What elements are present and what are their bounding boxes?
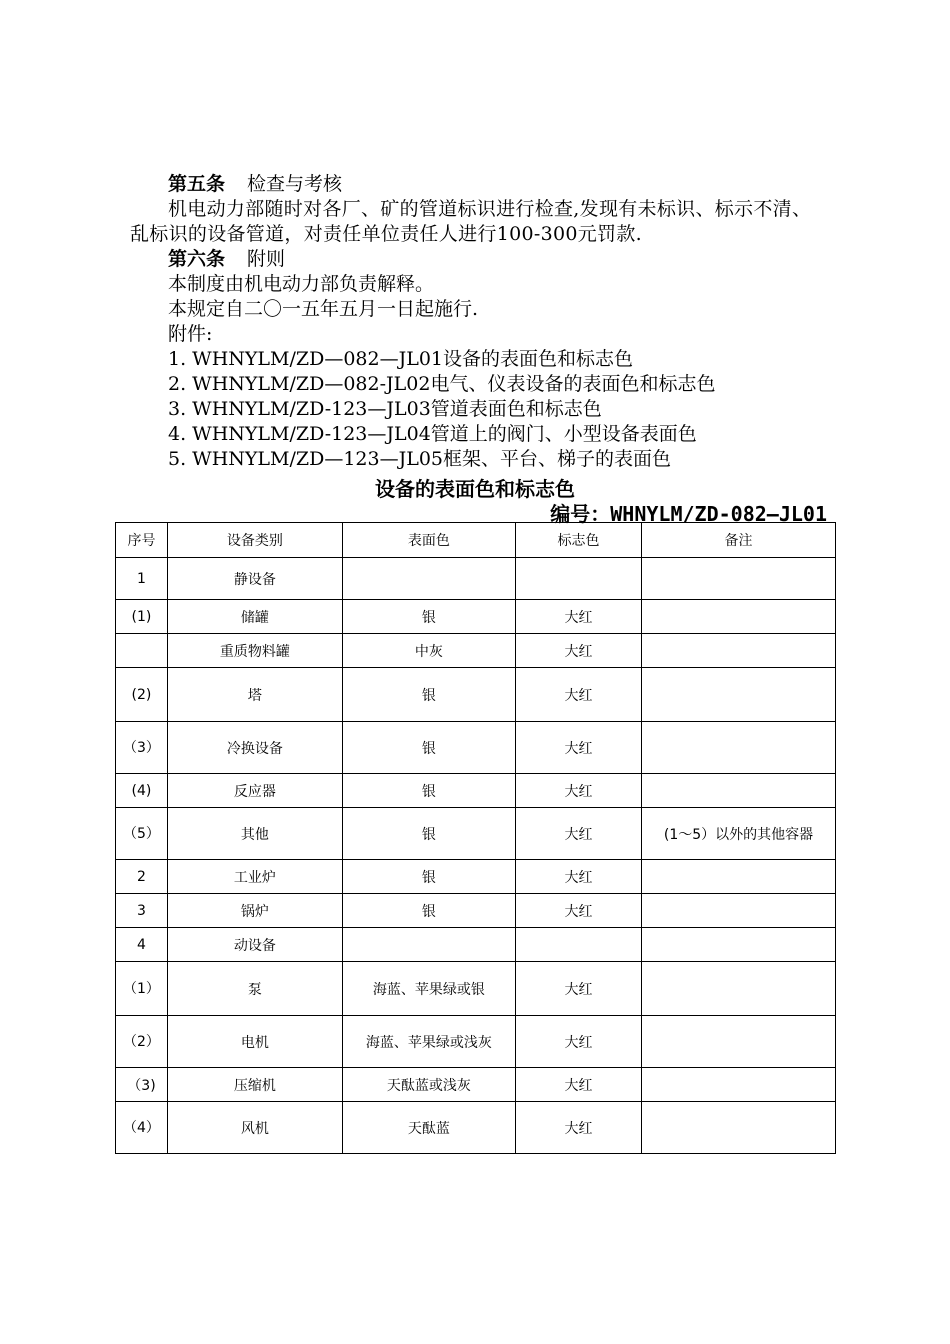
cell-remark: [642, 634, 836, 668]
cell-remark: [642, 722, 836, 774]
cell-category: 冷换设备: [167, 722, 342, 774]
article5-body: 机电动力部随时对各厂、矿的管道标识进行检查,发现有未标识、标示不清、乱标识的设备管道，对责任单位责任人进行100-300元罚款.: [130, 198, 812, 245]
cell-index: (4): [116, 774, 168, 808]
cell-surface-color: 银: [342, 774, 515, 808]
attachment-item: 3. WHNYLM/ZD-123—JL03管道表面色和标志色: [168, 398, 602, 420]
cell-remark: [642, 558, 836, 600]
table-row: [116, 668, 836, 722]
cell-index: [116, 634, 168, 668]
cell-category: 储罐: [167, 600, 342, 634]
table-row: [116, 808, 836, 860]
article6-heading: [130, 247, 830, 272]
header-cell: 序号: [116, 523, 168, 558]
cell-remark: [642, 600, 836, 634]
cell-index: 2: [116, 860, 168, 894]
cell-index: （1）: [116, 962, 168, 1016]
table-row: [116, 962, 836, 1016]
cell-mark-color: 大红: [515, 668, 641, 722]
article6-line2: 本规定自二〇一五年五月一日起施行.: [168, 298, 479, 320]
cell-remark: [642, 1068, 836, 1102]
cell-index: （3）: [116, 722, 168, 774]
attachment-item: 4. WHNYLM/ZD-123—JL04管道上的阀门、小型设备表面色: [168, 423, 697, 445]
cell-category: 锅炉: [167, 894, 342, 928]
cell-surface-color: 天酞蓝: [342, 1102, 515, 1154]
header-cell: 标志色: [515, 523, 641, 558]
cell-surface-color: 银: [342, 860, 515, 894]
cell-surface-color: 海蓝、苹果绿或银: [342, 962, 515, 1016]
cell-mark-color: 大红: [515, 894, 641, 928]
cell-mark-color: 大红: [515, 1102, 641, 1154]
cell-mark-color: 大红: [515, 808, 641, 860]
cell-category: 压缩机: [167, 1068, 342, 1102]
cell-surface-color: 天酞蓝或浅灰: [342, 1068, 515, 1102]
table-row: [116, 1016, 836, 1068]
header-cell: 设备类别: [167, 523, 342, 558]
cell-remark: [642, 962, 836, 1016]
table-title: 设备的表面色和标志色: [375, 477, 575, 501]
cell-category: 工业炉: [167, 860, 342, 894]
cell-category: 泵: [167, 962, 342, 1016]
table-row: [116, 860, 836, 894]
article6-number: 第六条: [168, 248, 226, 270]
attachments-label: 附件:: [168, 323, 213, 345]
cell-category: 动设备: [167, 928, 342, 962]
cell-index: （5）: [116, 808, 168, 860]
cell-surface-color: 银: [342, 808, 515, 860]
cell-mark-color: 大红: [515, 634, 641, 668]
attachment-item: 5. WHNYLM/ZD—123—JL05框架、平台、梯子的表面色: [168, 448, 672, 470]
cell-index: （2）: [116, 1016, 168, 1068]
article5-heading: [130, 172, 830, 197]
cell-mark-color: 大红: [515, 1016, 641, 1068]
cell-index: (2): [116, 668, 168, 722]
cell-remark: [642, 928, 836, 962]
cell-category: 静设备: [167, 558, 342, 600]
cell-index: （3): [116, 1068, 168, 1102]
table-row: [116, 1102, 836, 1154]
cell-category: 重质物料罐: [167, 634, 342, 668]
table-row: [116, 600, 836, 634]
cell-remark: [642, 1016, 836, 1068]
cell-mark-color: 大红: [515, 600, 641, 634]
cell-index: (1): [116, 600, 168, 634]
cell-remark: [642, 774, 836, 808]
cell-mark-color: 大红: [515, 962, 641, 1016]
cell-index: 4: [116, 928, 168, 962]
cell-category: 风机: [167, 1102, 342, 1154]
table-row: [116, 558, 836, 600]
cell-index: （4）: [116, 1102, 168, 1154]
table-row: [116, 722, 836, 774]
cell-surface-color: 海蓝、苹果绿或浅灰: [342, 1016, 515, 1068]
cell-category: 塔: [167, 668, 342, 722]
header-cell: 备注: [642, 523, 836, 558]
cell-mark-color: 大红: [515, 774, 641, 808]
cell-mark-color: 大红: [515, 1068, 641, 1102]
cell-mark-color: 大红: [515, 722, 641, 774]
regulation-text: [130, 172, 830, 472]
table-row: [116, 894, 836, 928]
article5-title: 检查与考核: [247, 173, 343, 195]
cell-index: 3: [116, 894, 168, 928]
cell-surface-color: [342, 558, 515, 600]
cell-surface-color: [342, 928, 515, 962]
article5-number: 第五条: [168, 173, 226, 195]
cell-mark-color: [515, 928, 641, 962]
table-row: [116, 928, 836, 962]
table-row: [116, 634, 836, 668]
equipment-color-table: [115, 522, 836, 1154]
attachment-item: 1. WHNYLM/ZD—082—JL01设备的表面色和标志色: [168, 348, 634, 370]
table-row: [116, 1068, 836, 1102]
cell-surface-color: 银: [342, 722, 515, 774]
cell-remark: [642, 860, 836, 894]
cell-remark: [642, 894, 836, 928]
cell-mark-color: 大红: [515, 860, 641, 894]
table-row: [116, 774, 836, 808]
cell-category: 反应器: [167, 774, 342, 808]
cell-mark-color: [515, 558, 641, 600]
cell-category: 电机: [167, 1016, 342, 1068]
header-cell: 表面色: [342, 523, 515, 558]
cell-surface-color: 银: [342, 668, 515, 722]
table-header-row: [116, 523, 836, 558]
cell-index: 1: [116, 558, 168, 600]
table-code: 编号：WHNYLM/ZD-082—JL01: [550, 502, 827, 526]
attachment-item: 2. WHNYLM/ZD—082-JL02电气、仪表设备的表面色和标志色: [168, 373, 716, 395]
cell-remark: [642, 1102, 836, 1154]
cell-remark: (1～5）以外的其他容器: [642, 808, 836, 860]
article6-line1: 本制度由机电动力部负责解释。: [168, 273, 435, 295]
cell-surface-color: 中灰: [342, 634, 515, 668]
article6-title: 附则: [247, 248, 286, 270]
cell-remark: [642, 668, 836, 722]
cell-surface-color: 银: [342, 894, 515, 928]
cell-surface-color: 银: [342, 600, 515, 634]
cell-category: 其他: [167, 808, 342, 860]
